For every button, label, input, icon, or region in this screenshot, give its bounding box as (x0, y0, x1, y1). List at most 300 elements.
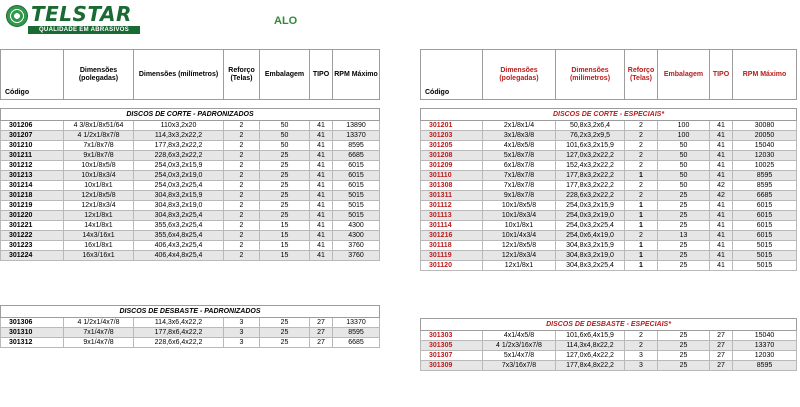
cell-rpm: 12030 (733, 351, 797, 361)
cell-milimetros: 254,0x3,2x15,9 (556, 201, 625, 211)
cell-codigo: 301210 (1, 141, 64, 151)
cell-milimetros: 177,8x3,2x22,2 (556, 181, 625, 191)
cell-tipo: 42 (710, 181, 733, 191)
cell-embalagem: 25 (658, 351, 710, 361)
cell-reforco: 1 (625, 261, 658, 271)
cell-embalagem: 25 (658, 331, 710, 341)
cell-milimetros: 110x3,2x20 (134, 121, 224, 131)
cell-milimetros: 114,3x4,8x22,2 (556, 341, 625, 351)
cell-tipo: 27 (710, 351, 733, 361)
cell-codigo: 301113 (421, 211, 483, 221)
cell-milimetros: 254,0x3,2x25,4 (556, 221, 625, 231)
cell-milimetros: 304,8x3,2x15,9 (134, 191, 224, 201)
cell-embalagem: 25 (658, 361, 710, 371)
cell-milimetros: 355,6x4,8x25,4 (134, 231, 224, 241)
section-title: DISCOS DE DESBASTE - PADRONIZADOS (1, 306, 380, 318)
cell-milimetros: 50,8x3,2x6,4 (556, 121, 625, 131)
cell-embalagem: 25 (260, 171, 310, 181)
cell-rpm: 15040 (733, 141, 797, 151)
cell-milimetros: 177,8x3,2x22,2 (556, 171, 625, 181)
cell-codigo: 301216 (421, 231, 483, 241)
cell-polegadas: 6x1/8x7/8 (483, 161, 556, 171)
cell-rpm: 6015 (733, 231, 797, 241)
cell-embalagem: 25 (260, 181, 310, 191)
cell-reforco: 2 (224, 221, 260, 231)
cell-polegadas: 9x1/8x7/8 (64, 151, 134, 161)
cell-milimetros: 127,0x3,2x22,2 (556, 151, 625, 161)
cell-codigo: 301112 (421, 201, 483, 211)
cell-codigo: 301119 (421, 251, 483, 261)
table-desbaste-padronizados (0, 305, 380, 348)
table-row (421, 181, 797, 191)
table-row (1, 121, 380, 131)
cell-polegadas: 9x1/8x7/8 (483, 191, 556, 201)
cell-embalagem: 25 (658, 201, 710, 211)
table-row (421, 151, 797, 161)
cell-embalagem: 25 (260, 338, 310, 348)
cell-codigo: 301308 (421, 181, 483, 191)
cell-reforco: 2 (625, 191, 658, 201)
table-row (421, 201, 797, 211)
cell-tipo: 41 (310, 241, 333, 251)
cell-tipo: 41 (710, 211, 733, 221)
header-polegadas: Dimensões (polegadas) (64, 50, 134, 100)
cell-reforco: 2 (224, 201, 260, 211)
cell-tipo: 42 (710, 191, 733, 201)
cell-polegadas: 3x1/8x3/8 (483, 131, 556, 141)
cell-codigo: 301214 (1, 181, 64, 191)
cell-embalagem: 50 (658, 141, 710, 151)
cell-embalagem: 50 (260, 131, 310, 141)
cell-reforco: 2 (224, 241, 260, 251)
cell-embalagem: 25 (658, 341, 710, 351)
cell-embalagem: 25 (658, 221, 710, 231)
cell-codigo: 301222 (1, 231, 64, 241)
cell-polegadas: 12x1/8x5/8 (483, 241, 556, 251)
cell-tipo: 27 (710, 331, 733, 341)
cell-rpm: 6685 (333, 151, 380, 161)
cell-polegadas: 12x1/8x3/4 (483, 251, 556, 261)
cell-codigo: 301311 (421, 191, 483, 201)
cell-milimetros: 304,8x3,2x25,4 (134, 211, 224, 221)
cell-reforco: 1 (625, 201, 658, 211)
grinding-disc-icon (6, 5, 28, 27)
table-desbaste-especiais (420, 318, 797, 371)
cell-rpm: 13370 (333, 131, 380, 141)
cell-codigo: 301209 (421, 161, 483, 171)
cell-milimetros: 114,3x6,4x22,2 (134, 318, 224, 328)
table-row (1, 151, 380, 161)
cell-embalagem: 13 (658, 231, 710, 241)
cell-tipo: 41 (310, 121, 333, 131)
cell-polegadas: 5x1/8x7/8 (483, 151, 556, 161)
cell-reforco: 3 (224, 328, 260, 338)
table-row (1, 181, 380, 191)
cell-polegadas: 4 1/2x1/4x7/8 (64, 318, 134, 328)
cell-tipo: 41 (310, 181, 333, 191)
header-codigo: Código (421, 50, 483, 100)
table-row (421, 161, 797, 171)
cell-milimetros: 406,4x3,2x25,4 (134, 241, 224, 251)
cell-milimetros: 254,0x3,2x15,9 (134, 161, 224, 171)
cell-embalagem: 50 (658, 171, 710, 181)
section-title: DISCOS DE CORTE - PADRONIZADOS (1, 109, 380, 121)
cell-embalagem: 25 (260, 201, 310, 211)
cell-rpm: 6015 (333, 161, 380, 171)
cell-codigo: 301309 (421, 361, 483, 371)
cell-embalagem: 25 (260, 318, 310, 328)
cell-tipo: 41 (710, 251, 733, 261)
cell-tipo: 41 (710, 231, 733, 241)
table-header-row (1, 50, 380, 100)
cell-tipo: 41 (310, 131, 333, 141)
cell-rpm: 13890 (333, 121, 380, 131)
table-row (1, 231, 380, 241)
cell-reforco: 1 (625, 241, 658, 251)
cell-reforco: 1 (625, 251, 658, 261)
cell-polegadas: 4x1/8x5/8 (483, 141, 556, 151)
table-row (1, 211, 380, 221)
cell-polegadas: 4x1/4x5/8 (483, 331, 556, 341)
cell-tipo: 27 (310, 318, 333, 328)
cell-reforco: 1 (625, 211, 658, 221)
cell-rpm: 5015 (733, 241, 797, 251)
cell-tipo: 41 (310, 161, 333, 171)
cell-reforco: 2 (224, 181, 260, 191)
cell-tipo: 27 (310, 328, 333, 338)
header-embalagem: Embalagem (658, 50, 710, 100)
cell-reforco: 2 (625, 231, 658, 241)
cell-polegadas: 12x1/8x3/4 (64, 201, 134, 211)
cell-codigo: 301207 (1, 131, 64, 141)
cell-polegadas: 10x1/8x3/4 (483, 211, 556, 221)
cell-embalagem: 15 (260, 231, 310, 241)
table-row (421, 261, 797, 271)
cell-rpm: 6015 (333, 171, 380, 181)
cell-tipo: 27 (710, 361, 733, 371)
cell-polegadas: 12x1/8x5/8 (64, 191, 134, 201)
cell-rpm: 5015 (333, 201, 380, 211)
cell-milimetros: 228,6x3,2x22,2 (134, 151, 224, 161)
table-row (1, 171, 380, 181)
header-reforco: Reforço (Telas) (224, 50, 260, 100)
section-title: DISCOS DE CORTE - ESPECIAIS* (421, 109, 797, 121)
cell-rpm: 30080 (733, 121, 797, 131)
cell-polegadas: 10x1/8x1 (64, 181, 134, 191)
cell-reforco: 3 (625, 361, 658, 371)
cell-embalagem: 100 (658, 131, 710, 141)
cell-tipo: 41 (310, 221, 333, 231)
cell-codigo: 301205 (421, 141, 483, 151)
cell-milimetros: 254,0x6,4x19,0 (556, 231, 625, 241)
table-row (421, 251, 797, 261)
cell-milimetros: 304,8x3,2x19,0 (134, 201, 224, 211)
cell-reforco: 2 (625, 121, 658, 131)
cell-codigo: 301118 (421, 241, 483, 251)
cell-tipo: 41 (310, 191, 333, 201)
table-row (1, 161, 380, 171)
cell-reforco: 2 (224, 171, 260, 181)
cell-codigo: 301219 (1, 201, 64, 211)
header-tipo: TIPO (710, 50, 733, 100)
cell-milimetros: 177,8x4,8x22,2 (556, 361, 625, 371)
cell-embalagem: 15 (260, 221, 310, 231)
cell-embalagem: 25 (658, 261, 710, 271)
table-row (1, 191, 380, 201)
cell-codigo: 301218 (1, 191, 64, 201)
cell-tipo: 41 (710, 161, 733, 171)
cell-codigo: 301312 (1, 338, 64, 348)
cell-reforco: 1 (625, 221, 658, 231)
cell-embalagem: 25 (658, 211, 710, 221)
cell-polegadas: 4 1/2x3/16x7/8 (483, 341, 556, 351)
cell-tipo: 41 (710, 131, 733, 141)
cell-reforco: 2 (625, 341, 658, 351)
cell-polegadas: 12x1/8x1 (483, 261, 556, 271)
cell-polegadas: 7x1/4x7/8 (64, 328, 134, 338)
cell-reforco: 3 (224, 338, 260, 348)
cell-tipo: 41 (310, 151, 333, 161)
cell-reforco: 2 (224, 161, 260, 171)
cell-rpm: 20050 (733, 131, 797, 141)
cell-polegadas: 14x3/16x1 (64, 231, 134, 241)
cell-polegadas: 10x1/8x3/4 (64, 171, 134, 181)
table-row (1, 201, 380, 211)
cell-reforco: 2 (224, 211, 260, 221)
cell-rpm: 5015 (733, 261, 797, 271)
cell-codigo: 301307 (421, 351, 483, 361)
cell-embalagem: 25 (260, 151, 310, 161)
table-row (1, 318, 380, 328)
cell-tipo: 41 (310, 141, 333, 151)
cell-reforco: 2 (625, 151, 658, 161)
cell-rpm: 5015 (733, 251, 797, 261)
cell-reforco: 2 (625, 141, 658, 151)
cell-milimetros: 152,4x3,2x22,2 (556, 161, 625, 171)
cell-tipo: 41 (310, 231, 333, 241)
cell-milimetros: 127,0x6,4x22,2 (556, 351, 625, 361)
cell-codigo: 301305 (421, 341, 483, 351)
cell-codigo: 301224 (1, 251, 64, 261)
cell-embalagem: 25 (658, 191, 710, 201)
cell-embalagem: 25 (260, 328, 310, 338)
table-corte-especiais (420, 49, 797, 271)
cell-milimetros: 101,6x3,2x15,9 (556, 141, 625, 151)
cell-rpm: 6015 (733, 211, 797, 221)
cell-reforco: 3 (625, 351, 658, 361)
table-row (421, 331, 797, 341)
cell-milimetros: 228,6x3,2x22,2 (556, 191, 625, 201)
table-row (1, 328, 380, 338)
cell-reforco: 2 (224, 231, 260, 241)
table-row (1, 221, 380, 231)
cell-reforco: 2 (625, 331, 658, 341)
cell-embalagem: 25 (658, 241, 710, 251)
cell-milimetros: 304,8x3,2x25,4 (556, 261, 625, 271)
cell-reforco: 2 (625, 161, 658, 171)
table-row (421, 351, 797, 361)
logo-text: TELSTAR (31, 2, 132, 26)
table-row (421, 241, 797, 251)
cell-reforco: 2 (625, 181, 658, 191)
cell-embalagem: 25 (260, 191, 310, 201)
cell-milimetros: 254,0x3,2x25,4 (134, 181, 224, 191)
header-rpm: RPM Máximo (733, 50, 797, 100)
cell-embalagem: 25 (260, 161, 310, 171)
cell-tipo: 41 (710, 241, 733, 251)
table-row (1, 131, 380, 141)
cell-polegadas: 10x1/4x3/4 (483, 231, 556, 241)
cell-milimetros: 177,8x6,4x22,2 (134, 328, 224, 338)
cell-milimetros: 254,0x3,2x19,0 (134, 171, 224, 181)
cell-polegadas: 9x1/4x7/8 (64, 338, 134, 348)
cell-tipo: 27 (710, 341, 733, 351)
cell-tipo: 27 (310, 338, 333, 348)
table-row (1, 251, 380, 261)
cell-polegadas: 4 1/2x1/8x7/8 (64, 131, 134, 141)
cell-milimetros: 406,4x4,8x25,4 (134, 251, 224, 261)
cell-rpm: 5015 (333, 211, 380, 221)
cell-rpm: 13370 (333, 318, 380, 328)
table-row (421, 221, 797, 231)
cell-rpm: 6015 (733, 201, 797, 211)
cell-tipo: 41 (710, 151, 733, 161)
cell-rpm: 12030 (733, 151, 797, 161)
header-rpm: RPM Máximo (333, 50, 380, 100)
cell-polegadas: 10x1/8x5/8 (483, 201, 556, 211)
header-reforco: Reforço (Telas) (625, 50, 658, 100)
table-row (421, 341, 797, 351)
cell-embalagem: 50 (658, 151, 710, 161)
table-row (421, 231, 797, 241)
section-title: DISCOS DE DESBASTE - ESPECIAIS* (421, 319, 797, 331)
cell-milimetros: 114,3x3,2x22,2 (134, 131, 224, 141)
table-row (421, 191, 797, 201)
header-codigo: Código (1, 50, 64, 100)
cell-rpm: 15040 (733, 331, 797, 341)
cell-tipo: 41 (710, 171, 733, 181)
header-polegadas: Dimensões (polegadas) (483, 50, 556, 100)
cell-codigo: 301310 (1, 328, 64, 338)
cell-tipo: 41 (310, 171, 333, 181)
cell-milimetros: 304,8x3,2x15,9 (556, 241, 625, 251)
table-header-row (421, 50, 797, 100)
cell-reforco: 2 (224, 191, 260, 201)
cell-embalagem: 25 (260, 211, 310, 221)
cell-tipo: 41 (310, 251, 333, 261)
cell-rpm: 10025 (733, 161, 797, 171)
table-row (421, 121, 797, 131)
cell-rpm: 8595 (733, 171, 797, 181)
cell-tipo: 41 (310, 201, 333, 211)
cell-reforco: 2 (224, 251, 260, 261)
header-milimetros: Dimensões (milímetros) (134, 50, 224, 100)
cell-embalagem: 50 (260, 121, 310, 131)
cell-codigo: 301201 (421, 121, 483, 131)
cell-milimetros: 76,2x3,2x9,5 (556, 131, 625, 141)
cell-polegadas: 7x1/8x7/8 (483, 181, 556, 191)
cell-tipo: 41 (710, 121, 733, 131)
cell-rpm: 3760 (333, 241, 380, 251)
table-row (421, 171, 797, 181)
cell-rpm: 8595 (733, 181, 797, 191)
cell-rpm: 13370 (733, 341, 797, 351)
cell-rpm: 5015 (333, 191, 380, 201)
cell-milimetros: 355,6x3,2x25,4 (134, 221, 224, 231)
cell-embalagem: 100 (658, 121, 710, 131)
table-row (1, 241, 380, 251)
cell-rpm: 6685 (333, 338, 380, 348)
cell-embalagem: 15 (260, 251, 310, 261)
cell-embalagem: 50 (260, 141, 310, 151)
table-row (421, 141, 797, 151)
cell-reforco: 2 (224, 131, 260, 141)
cell-reforco: 1 (625, 171, 658, 181)
table-row (421, 131, 797, 141)
cell-embalagem: 25 (658, 251, 710, 261)
cell-rpm: 4300 (333, 231, 380, 241)
page-title: ALO (274, 15, 298, 27)
table-row (421, 211, 797, 221)
cell-tipo: 41 (310, 211, 333, 221)
cell-embalagem: 50 (658, 161, 710, 171)
cell-reforco: 2 (625, 131, 658, 141)
telstar-logo (6, 4, 146, 34)
cell-polegadas: 7x1/8x7/8 (483, 171, 556, 181)
cell-polegadas: 2x1/8x1/4 (483, 121, 556, 131)
cell-polegadas: 7x1/8x7/8 (64, 141, 134, 151)
cell-tipo: 41 (710, 261, 733, 271)
cell-polegadas: 12x1/8x1 (64, 211, 134, 221)
table-row (421, 361, 797, 371)
cell-codigo: 301203 (421, 131, 483, 141)
header-tipo: TIPO (310, 50, 333, 100)
cell-codigo: 301303 (421, 331, 483, 341)
cell-codigo: 301306 (1, 318, 64, 328)
cell-rpm: 6015 (733, 221, 797, 231)
cell-rpm: 6685 (733, 191, 797, 201)
cell-codigo: 301110 (421, 171, 483, 181)
cell-codigo: 301114 (421, 221, 483, 231)
cell-reforco: 3 (224, 318, 260, 328)
cell-rpm: 8595 (733, 361, 797, 371)
cell-tipo: 41 (710, 221, 733, 231)
cell-codigo: 301220 (1, 211, 64, 221)
cell-reforco: 2 (224, 121, 260, 131)
cell-milimetros: 101,6x6,4x15,9 (556, 331, 625, 341)
cell-milimetros: 177,8x3,2x22,2 (134, 141, 224, 151)
cell-polegadas: 4 3/8x1/8x51/64 (64, 121, 134, 131)
cell-reforco: 2 (224, 141, 260, 151)
cell-rpm: 8595 (333, 141, 380, 151)
cell-codigo: 301208 (421, 151, 483, 161)
table-row (1, 338, 380, 348)
cell-rpm: 4300 (333, 221, 380, 231)
cell-rpm: 8595 (333, 328, 380, 338)
cell-polegadas: 14x1/8x1 (64, 221, 134, 231)
cell-codigo: 301212 (1, 161, 64, 171)
cell-tipo: 41 (710, 141, 733, 151)
cell-milimetros: 228,6x6,4x22,2 (134, 338, 224, 348)
table-corte-padronizados (0, 49, 380, 261)
cell-polegadas: 5x1/4x7/8 (483, 351, 556, 361)
table-row (1, 141, 380, 151)
cell-codigo: 301213 (1, 171, 64, 181)
header-milimetros: Dimensões (milímetros) (556, 50, 625, 100)
cell-milimetros: 254,0x3,2x19,0 (556, 211, 625, 221)
cell-milimetros: 304,8x3,2x19,0 (556, 251, 625, 261)
cell-codigo: 301206 (1, 121, 64, 131)
